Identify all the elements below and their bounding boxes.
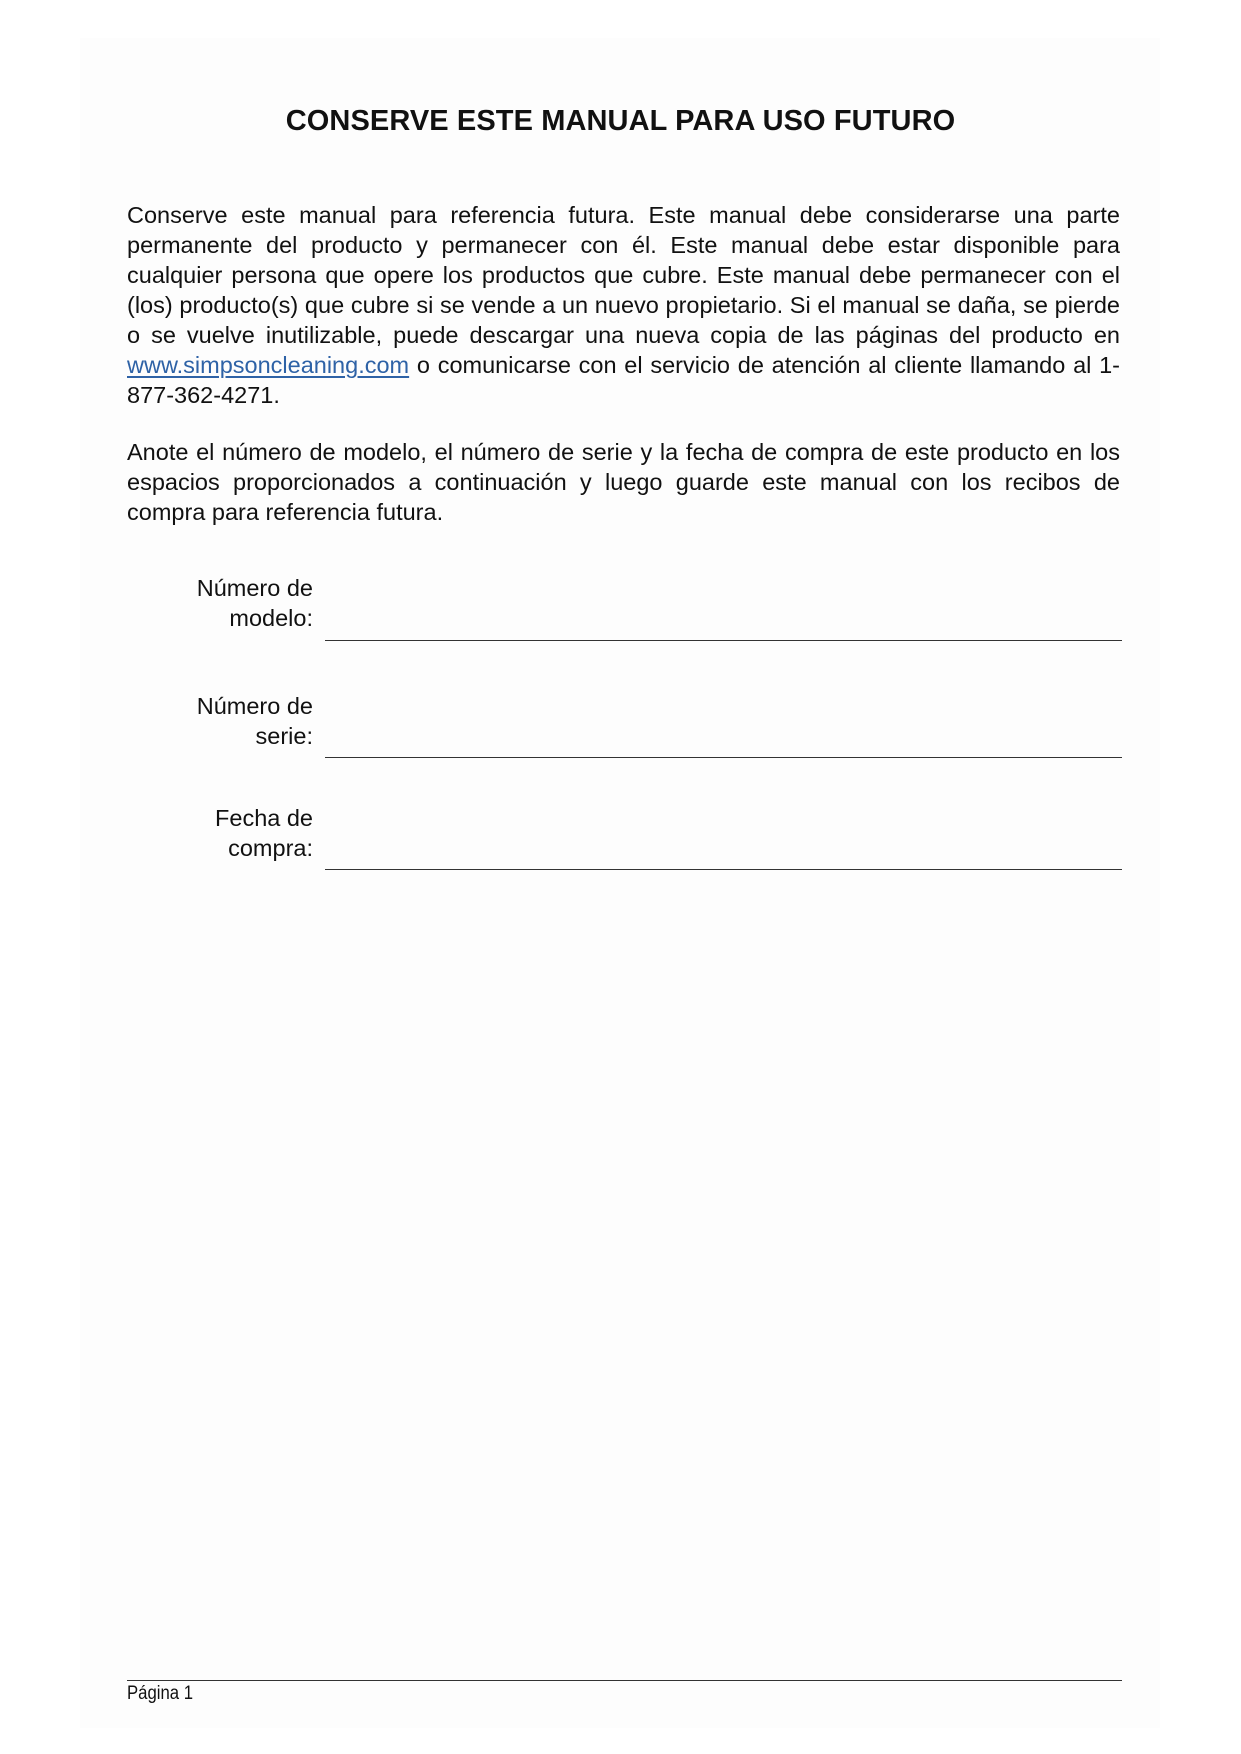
serial-number-label-line1: Número de <box>196 693 313 719</box>
intro-paragraph <box>127 200 1120 410</box>
purchase-date-field[interactable] <box>325 869 1122 870</box>
purchase-date-label-line1: Fecha de <box>215 805 313 831</box>
intro-text-before-link: Conserve este manual para referencia futura. Este manual debe considerarse una parte permanente del producto y permanecer con él. Este manual debe estar disponible para cualquier persona que opere los productos que cubre. Este manual debe permanecer con el (los) producto(s) que cubre si se vende a un nuevo propietario. Si el manual se daña, se pierde o se vuelve inutilizable, puede descargar una nueva copia de las páginas del producto en <box>127 202 1120 348</box>
page-title: CONSERVE ESTE MANUAL PARA USO FUTURO <box>285 105 956 137</box>
model-number-label-line2: modelo: <box>229 605 313 631</box>
model-number-label <box>127 573 313 633</box>
serial-number-label-line2: serie: <box>255 723 313 749</box>
page-number: Página 1 <box>127 1683 194 1704</box>
instructions-paragraph: Anote el número de modelo, el número de serie y la fecha de compra de este producto en los espacios proporcionados a continuación y luego guarde este manual con los recibos de compra para referencia futura. <box>127 439 1120 525</box>
footer-divider <box>127 1680 1122 1681</box>
serial-number-label <box>127 691 313 751</box>
model-number-label-line1: Número de <box>196 575 313 601</box>
model-number-field[interactable] <box>325 640 1122 641</box>
serial-number-field[interactable] <box>325 757 1122 758</box>
website-link[interactable]: www.simpsoncleaning.com <box>127 352 410 378</box>
purchase-date-label <box>127 803 313 863</box>
purchase-date-label-line2: compra: <box>228 835 313 861</box>
intro-text-after-link: o comunicarse con el servicio de atención al cliente llamando al 1-877-362-4271. <box>127 352 1120 408</box>
